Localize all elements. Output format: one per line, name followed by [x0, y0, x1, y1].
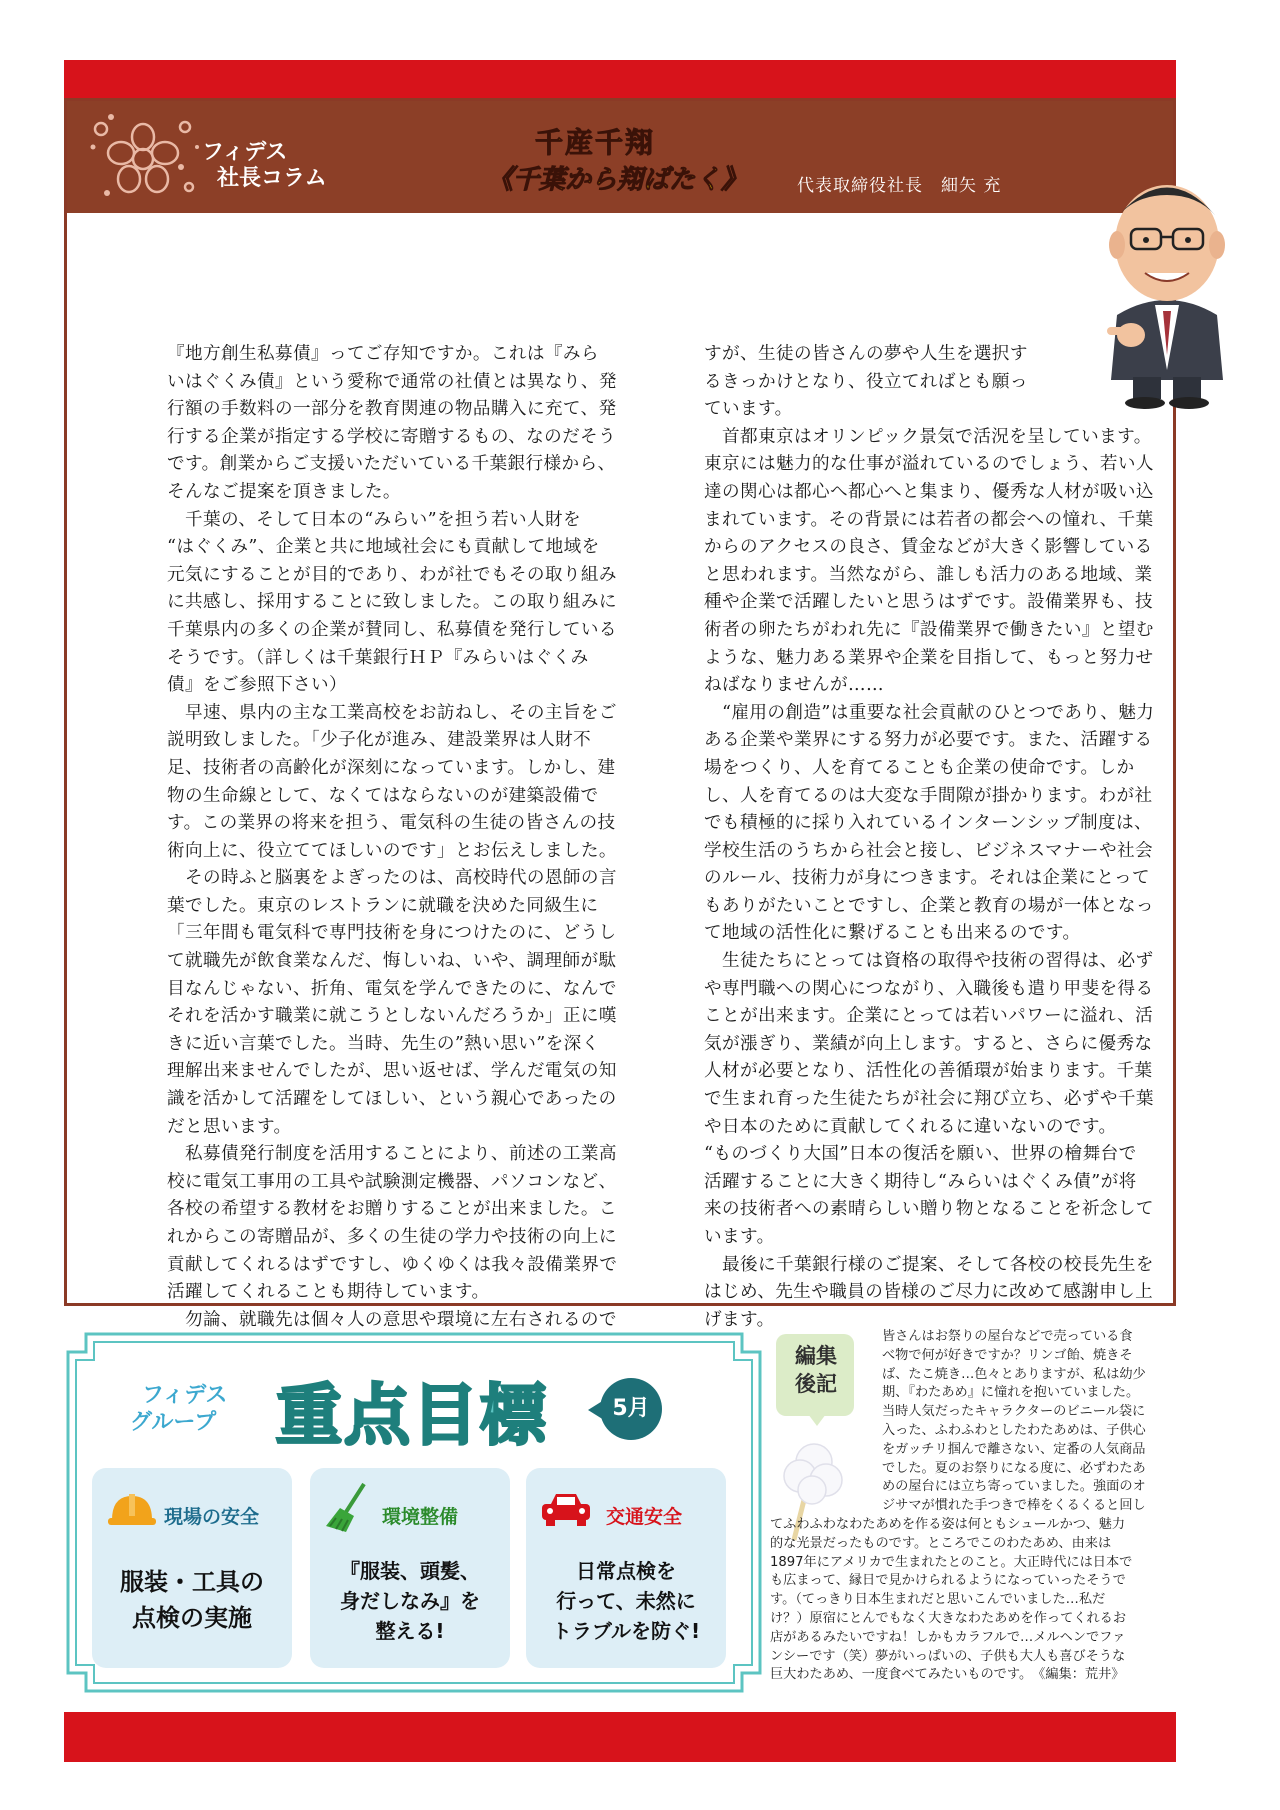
top-red-bar	[64, 60, 1176, 98]
text-line: 『地方創生私募債』ってご存知ですか。これは『みら	[167, 344, 599, 364]
goal-label: 現場の安全	[164, 1506, 260, 1528]
text-line: す。この業界の将来を担う、電気科の生徒の皆さんの技	[167, 813, 616, 834]
text-line: 貢献してくれるはずですし、ゆくゆくは我々設備業界で	[167, 1254, 618, 1275]
text-line: 各校の希望する教材をお贈りすることが出来ました。こ	[167, 1199, 617, 1220]
text-line: 債』をご参照下さい）	[167, 675, 347, 696]
broom-icon	[324, 1482, 372, 1534]
goal-card-environment	[310, 1468, 510, 1668]
text-line: ある企業や業界にする努力が必要です。また、活躍する	[704, 730, 1153, 751]
text-line: 的な光景だったものです。ところでこのわたあめ、由来は	[770, 1535, 1112, 1551]
text-line: と思われます。当然ながら、誰しも活力のある地域、業	[704, 564, 1153, 585]
text-line: もありがたいことですし、企業と教育の場が一体となっ	[704, 895, 1154, 916]
text-line: 千葉県内の多くの企業が賛同し、私募債を発行している	[167, 619, 617, 640]
column-text-right	[704, 341, 1204, 1334]
text-line: 早速、県内の主な工業高校をお訪ねし、その主旨をご	[167, 702, 617, 723]
text-line: し、人を育てるのは大変な手間隙が掛かります。わが社	[704, 785, 1153, 806]
text-line: も広まって、縁日で見かけられるようになっていったそうで	[770, 1573, 1126, 1589]
text-line: 元気にすることが目的であり、わが社でもその取り組み	[167, 564, 617, 585]
editor-note-label-line2: 後記	[795, 1372, 837, 1396]
text-line: でした。夏のお祭りになる度に、必ずわたあ	[882, 1460, 1146, 1476]
text-line: 当時人気だったキャラクターのビニール袋に	[882, 1404, 1146, 1420]
text-line: 物の生命線として、なくてはならないのが建築設備で	[167, 785, 599, 806]
text-line: “ものづくり大国”日本の復活を願い、世界の檜舞台で	[704, 1144, 1137, 1165]
president-column	[64, 98, 1176, 1330]
text-line: べ物で何が好きですか？リンゴ飴、焼きそ	[882, 1347, 1133, 1363]
text-line: 行額の手数料の一部分を教育関連の物品購入に充て、発	[167, 399, 617, 420]
text-line: れからこの寄贈品が、多くの生徒の学力や技術の向上に	[167, 1227, 617, 1247]
text-line: 気が漲ぎり、業績が向上します。すると、さらに優秀な	[704, 1033, 1153, 1054]
text-line: めの屋台には立ち寄っていました。強面のオ	[882, 1479, 1146, 1495]
goal-card-traffic-safety	[526, 1468, 726, 1668]
text-line: ジサマが慣れた手つきで棒をくるくると回し	[882, 1498, 1146, 1514]
text-line: 達の関心は都心へ都心へと集まり、優秀な人材が吸い込	[704, 481, 1154, 502]
text-line: ば、たこ焼き…色々とありますが、私は幼少	[882, 1366, 1146, 1382]
goals-brand-line1: フィデス	[142, 1383, 228, 1408]
text-line: 術者の卵たちがわれ先に『設備業界で働きたい』と望む	[704, 619, 1154, 640]
text-line: 千葉の、そして日本の“みらい”を担う若い人財を	[167, 509, 581, 530]
text-line: や専門職への関心につながり、入職後も遣り甲斐を得る	[704, 978, 1154, 999]
helmet-icon	[106, 1490, 158, 1530]
column-text-left	[167, 341, 677, 1334]
goal-body: 服装・工具の 点検の実施	[120, 1568, 264, 1632]
text-line: 首都東京はオリンピック景気で活況を呈しています。	[704, 426, 1152, 447]
text-line: それを活かす職業に就こうとしないんだろうか」正に嘆	[167, 1006, 617, 1027]
text-line: だと思います。	[167, 1116, 292, 1137]
text-line: 巨大わたあめ、一度食べてみたいものです。 《編集：荒井》	[770, 1667, 1125, 1683]
text-line: 種や企業で活躍したいと思うはずです。設備業界も、技	[704, 592, 1153, 613]
goal-body: 『服装、頭髪、 身だしなみ』を 整える!	[340, 1559, 480, 1643]
text-line: いはぐくみ債』という愛称で通常の社債とは異なり、発	[167, 371, 617, 392]
text-line: すが、生徒の皆さんの夢や人生を選択す	[704, 344, 1028, 364]
text-line: で生まれ育った生徒たちが社会に翔び立ち、必ずや千葉	[704, 1089, 1154, 1110]
text-line: ています。	[704, 399, 793, 420]
text-line: 1897年にアメリカで生まれたとのこと。大正時代には日本で	[770, 1554, 1133, 1570]
column-header	[67, 101, 1173, 213]
text-line: ンシーです（笑）夢がいっぱいの、子供も大人も喜びそうな	[770, 1648, 1126, 1664]
editor-note-label-line1: 編集	[795, 1344, 837, 1368]
text-line: す。（てっきり日本生まれだと思いこんでいました…私だ	[770, 1592, 1106, 1608]
text-line: 期、『わたあめ』に憧れを抱いていました。	[882, 1385, 1140, 1401]
goal-label: 交通安全	[606, 1506, 683, 1528]
column-label: 社長コラム	[217, 166, 327, 191]
text-line: 目なんじゃない、折角、電気を学んできたのに、なんで	[167, 978, 617, 999]
text-line: 勿論、就職先は個々人の意思や環境に左右されるので	[167, 1309, 617, 1330]
car-icon	[540, 1490, 592, 1528]
text-line: 活躍してくれることも期待しています。	[167, 1282, 490, 1303]
month-badge: 5月	[600, 1378, 662, 1440]
text-line: います。	[704, 1227, 775, 1247]
editor-note-text	[770, 1328, 1174, 1685]
goal-body: 日常点検を 行って、未然に トラブルを防ぐ!	[551, 1559, 701, 1643]
text-line: その時ふと脳裏をよぎったのは、高校時代の恩師の言	[167, 868, 617, 889]
text-line: て就職先が飲食業なんだ、悔しいね、いや、調理師が駄	[167, 951, 617, 972]
text-line: ねばなりませんが……	[704, 675, 884, 696]
brand-name: フィデス	[202, 140, 288, 165]
text-line: きに近い言葉でした。当時、先生の”熱い思い”を深く	[167, 1033, 600, 1054]
text-line: “はぐくみ”、企業と共に地域社会にも貢献して地域を	[167, 537, 600, 558]
text-line: そうです。（詳しくは千葉銀行ＨＰ『みらいはぐくみ	[167, 647, 589, 668]
goals-brand-line2: グループ	[130, 1410, 217, 1435]
text-line: をガッチリ掴んで離さない、定番の人気商品	[882, 1441, 1146, 1457]
text-line: 入った、ふわふわとしたわたあめは、子供心	[882, 1422, 1146, 1438]
text-line: 場をつくり、人を育てることも企業の使命です。しか	[704, 757, 1135, 778]
text-line: です。創業からご支援いただいている千葉銀行様から、	[167, 454, 616, 475]
text-line: 店があるみたいですね！しかもカラフルで…メルヘンでファ	[770, 1629, 1126, 1645]
text-line: 校に電気工事用の工具や試験測定機器、パソコンなど、	[167, 1171, 617, 1192]
text-line: でも積極的に採り入れているインターンシップ制度は、	[704, 813, 1152, 834]
goal-card-site-safety	[92, 1468, 292, 1668]
text-line: 皆さんはお祭りの屋台などで売っている食	[882, 1329, 1133, 1344]
text-line: や日本のために貢献してくれるに違いないのです。	[704, 1116, 1117, 1137]
text-line: 術向上に、役立ててほしいのです」とお伝えしました。	[167, 840, 617, 861]
text-line: のルール、技術力が身につきます。それは企業にとって	[704, 868, 1150, 889]
text-line: 理解出来ませんでしたが、思い返せば、学んだ電気の知	[167, 1061, 617, 1082]
text-line: に共感し、採用することに致しました。この取り組みに	[167, 592, 617, 613]
text-line: て地域の活性化に繋げることも出来るのです。	[704, 923, 1081, 944]
text-line: そんなご提案を頂きました。	[167, 481, 401, 502]
text-line: 来の技術者への素晴らしい贈り物となることを祈念して	[704, 1199, 1154, 1220]
text-line: からのアクセスの良さ、賃金などが大きく影響している	[704, 537, 1153, 558]
text-line: げます。	[704, 1309, 775, 1330]
author-name: 代表取締役社長 細矢 充	[797, 176, 1002, 196]
column-title: 千産千翔	[535, 126, 656, 159]
text-line: 「三年間も電気科で専門技術を身につけたのに、どうし	[167, 923, 617, 944]
text-line: 葉でした。東京のレストランに就職を決めた同級生に	[167, 895, 599, 916]
goal-label: 環境整備	[382, 1506, 459, 1528]
text-line: ような、魅力ある業界や企業を目指して、もっと努力せ	[704, 647, 1154, 668]
flower-icon	[85, 107, 205, 207]
text-line: 学校生活のうちから社会と接し、ビジネスマナーや社会	[704, 840, 1153, 861]
text-line: 生徒たちにとっては資格の取得や技術の習得は、必ず	[704, 951, 1154, 972]
text-line: まれています。その背景には若者の都会への憧れ、千葉	[704, 509, 1154, 530]
text-line: 識を活かして活躍をしてほしい、という親心であったの	[167, 1089, 617, 1110]
text-line: 活躍することに大きく期待し“みらいはぐくみ債”が将	[704, 1171, 1137, 1192]
text-line: 人材が必要となり、活性化の善循環が始まります。千葉	[704, 1061, 1153, 1082]
text-line: ことが出来ます。企業にとっては若いパワーに溢れ、活	[704, 1006, 1154, 1027]
text-line: 私募債発行制度を活用することにより、前述の工業高	[167, 1144, 617, 1165]
text-line: てふわふわなわたあめを作る姿は何ともシュールかつ、魅力	[770, 1516, 1126, 1532]
text-line: はじめ、先生や職員の皆様のご尽力に改めて感謝申し上	[704, 1282, 1154, 1303]
text-line: 東京には魅力的な仕事が溢れているのでしょう、若い人	[704, 454, 1154, 475]
column-subtitle: 《千葉から翔ばたく》	[487, 165, 748, 195]
text-line: るきっかけとなり、役立てればとも願っ	[704, 371, 1028, 392]
goals-title: 重点目標	[276, 1377, 548, 1454]
bottom-red-bar	[64, 1712, 1176, 1762]
text-line: 足、技術者の高齢化が深刻になっています。しかし、建	[167, 757, 616, 778]
text-line: 説明致しました。「少子化が進み、建設業界は人財不	[167, 730, 592, 751]
text-line: 最後に千葉銀行様のご提案、そして各校の校長先生を	[704, 1254, 1154, 1275]
text-line: 行する企業が指定する学校に寄贈するもの、なのだそう	[167, 426, 617, 447]
text-line: “雇用の創造”は重要な社会貢献のひとつであり、魅力	[704, 702, 1155, 723]
text-line: け？）原宿にとんでもなく大きなわたあめを作ってくれるお	[770, 1610, 1127, 1626]
